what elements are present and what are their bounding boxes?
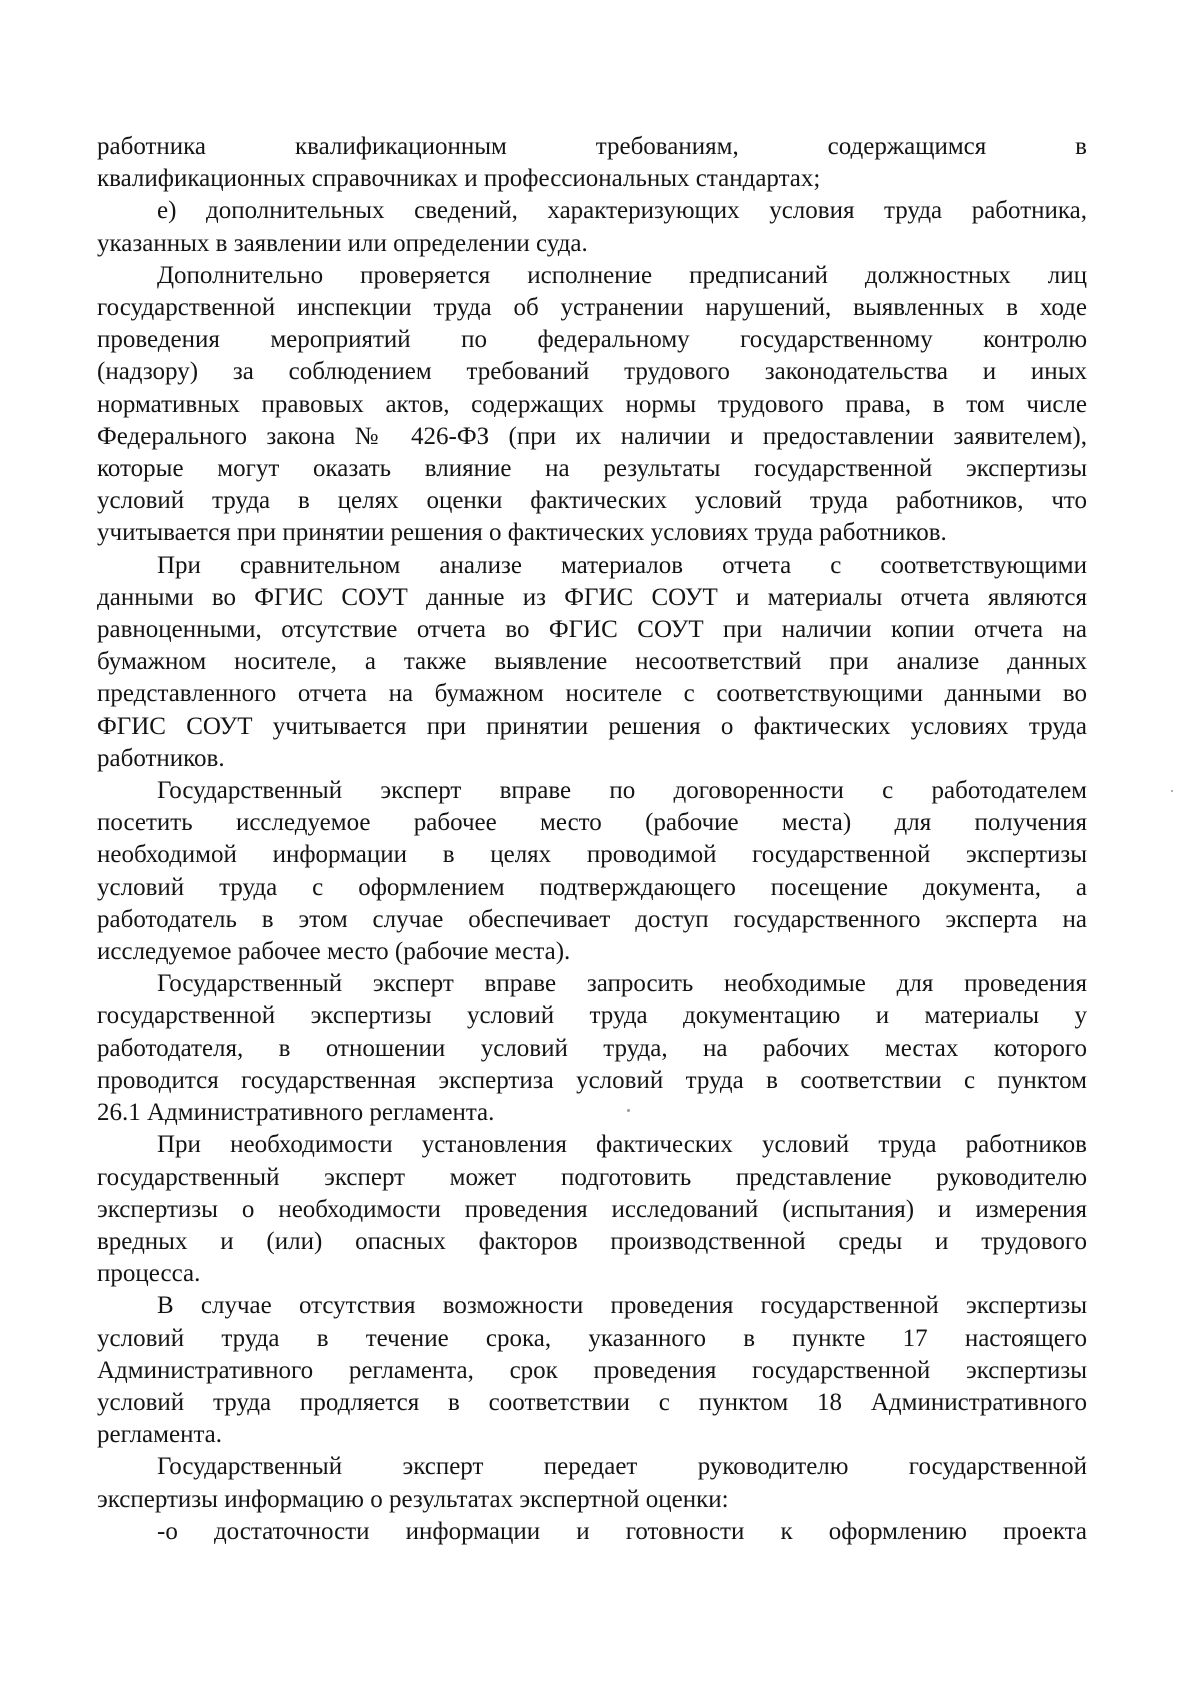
paragraph-term-extension [97, 1290, 1087, 1451]
paragraph-workplace-visit [97, 775, 1087, 968]
text-line: государственной экспертизы условий труда документацию и материалы у [97, 1002, 1087, 1030]
text-line: В случае отсутствия возможности проведения государственной экспертизы [157, 1292, 1087, 1320]
text-line: необходимой информации в целях проводимой государственной экспертизы [97, 841, 1087, 869]
text-line: условий труда продляется в соответствии с пунктом 18 Административного [97, 1388, 1087, 1416]
text-line: экспертизы о необходимости проведения исследований (испытания) и измерения [97, 1195, 1087, 1223]
document-body [97, 131, 1087, 1548]
text-line: Федерального закона № 426-ФЗ (при их наличии и предоставлении заявителем), [97, 422, 1087, 450]
paragraph-list-item-sufficiency [97, 1516, 1087, 1548]
text-line: проведения мероприятий по федеральному государственному контролю [97, 326, 1087, 354]
scan-speck [627, 1109, 630, 1112]
text-line: нормативных правовых актов, содержащих нормы трудового права, в том числе [97, 390, 1087, 418]
text-line: При сравнительном анализе материалов отчета с соответствующими [157, 551, 1087, 579]
text-line: работников. [97, 744, 225, 772]
paragraph-additional-checks [97, 260, 1087, 550]
text-line: учитывается при принятии решения о фактических условиях труда работников. [97, 519, 947, 547]
text-line: условий труда в целях оценки фактических условий труда работников, что [97, 487, 1087, 515]
text-line: государственный эксперт может подготовить представление руководителю [97, 1163, 1087, 1191]
text-line: равноценными, отсутствие отчета во ФГИС СОУТ при наличии копии отчета на [97, 616, 1087, 644]
scan-speck [1171, 790, 1173, 792]
text-line: (надзору) за соблюдением требований трудового законодательства и иных [97, 358, 1087, 386]
text-line: работодатель в этом случае обеспечивает доступ государственного эксперта на [97, 905, 1087, 933]
text-line: условий труда с оформлением подтверждающего посещение документа, а [97, 873, 1087, 901]
text-line: е) дополнительных сведений, характеризующих условия труда работника, [157, 197, 1087, 225]
text-line: представленного отчета на бумажном носителе с соответствующими данными во [97, 680, 1087, 708]
text-line: работника квалификационным требованиям, содержащимся в [97, 133, 1087, 160]
text-line: квалификационных справочниках и профессиональных стандартах; [97, 165, 821, 193]
text-line: ФГИС СОУТ учитывается при принятии решения о фактических условиях труда [97, 712, 1087, 740]
text-line: вредных и (или) опасных факторов производственной среды и трудового [97, 1227, 1087, 1255]
paragraph-expert-reports [97, 1451, 1087, 1515]
text-line: которые могут оказать влияние на результаты государственной экспертизы [97, 455, 1087, 483]
text-line: При необходимости установления фактических условий труда работников [157, 1131, 1087, 1159]
text-line: данными во ФГИС СОУТ данные из ФГИС СОУТ и материалы отчета являются [97, 583, 1087, 611]
text-line: 26.1 Административного регламента. [97, 1099, 495, 1127]
text-line: Государственный эксперт вправе запросить необходимые для проведения [157, 970, 1087, 998]
text-line: Дополнительно проверяется исполнение предписаний должностных лиц [157, 261, 1087, 289]
text-line: государственной инспекции труда об устранении нарушений, выявленных в ходе [97, 294, 1087, 322]
text-line: работодателя, в отношении условий труда, на рабочих местах которого [97, 1034, 1087, 1062]
paragraph-item-e [97, 195, 1087, 259]
text-line: Государственный эксперт передает руководителю государственной [157, 1453, 1087, 1481]
text-line: Административного регламента, срок проведения государственной экспертизы [97, 1356, 1087, 1384]
text-line: условий труда в течение срока, указанного в пункте 17 настоящего [97, 1324, 1087, 1352]
text-line: указанных в заявлении или определении суда. [97, 229, 588, 257]
text-line: -о достаточности информации и готовности к оформлению проекта [157, 1517, 1087, 1545]
paragraph-qualification-end [97, 131, 1087, 195]
text-line: посетить исследуемое рабочее место (рабочие места) для получения [97, 809, 1087, 837]
text-line: бумажном носителе, а также выявление несоответствий при анализе данных [97, 648, 1087, 676]
paragraph-request-documents [97, 968, 1087, 1129]
text-line: процесса. [97, 1260, 201, 1288]
paragraph-measurement-request [97, 1129, 1087, 1290]
text-line: экспертизы информацию о результатах экспертной оценки: [97, 1485, 729, 1513]
paragraph-comparative-analysis [97, 550, 1087, 775]
text-line: проводится государственная экспертиза условий труда в соответствии с пунктом [97, 1066, 1087, 1094]
text-line: регламента. [97, 1421, 223, 1449]
text-line: исследуемое рабочее место (рабочие места). [97, 938, 571, 966]
text-line: Государственный эксперт вправе по договоренности с работодателем [157, 777, 1087, 805]
